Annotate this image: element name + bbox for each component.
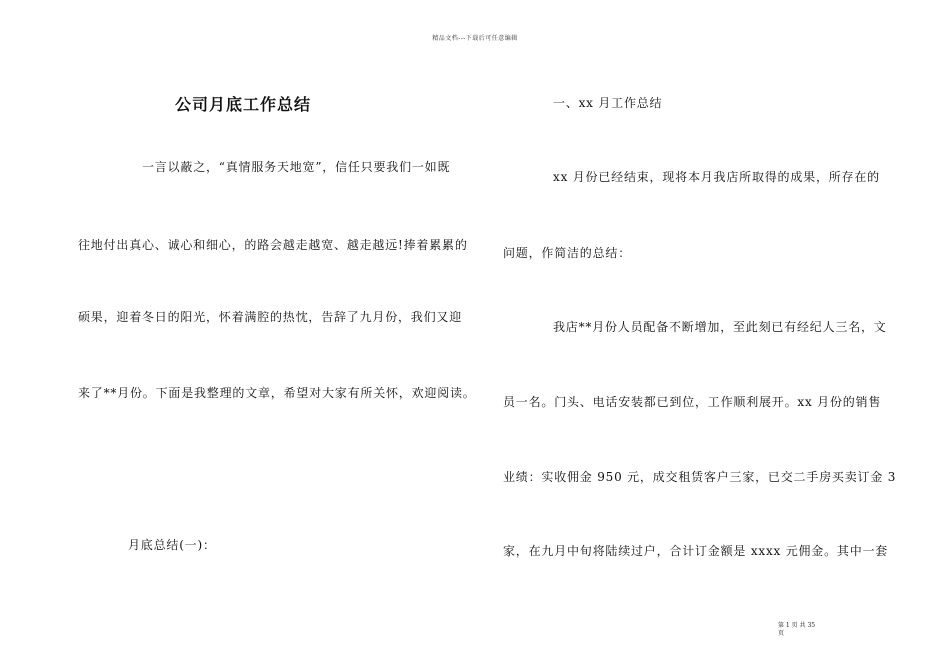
right-paragraph-line: 我店**月份人员配备不断增加，至此刻已有经纪人三名，文 [553,320,887,334]
right-paragraph-line: 业绩：实收佣金 950 元，成交租赁客户三家，已交二手房买卖订金 3 [503,470,897,484]
left-paragraph-line: 硕果，迎着冬日的阳光，怀着满腔的热忱，告辞了九月份，我们又迎 [78,310,463,324]
header-note: 精品文档---下载后可任意编辑 [432,35,518,42]
left-paragraph-line: 一言以蔽之，“真情服务天地宽”，信任只要我们一如既 [142,160,451,174]
right-paragraph-line: 员一名。门头、电话安装都已到位，工作顺利展开。xx 月份的销售 [503,395,882,409]
right-paragraph-line: xx 月份已经结束，现将本月我店所取得的成果，所存在的 [553,170,880,184]
right-paragraph-line: 家，在九月中旬将陆续过户，合计订金额是 xxxx 元佣金。其中一套 [503,544,889,558]
page-number-line2: 页 [778,630,785,637]
left-paragraph-line: 往地付出真心、诚心和细心，的路会越走越宽、越走越远!捧着累累的 [78,238,468,252]
page-number-line1: 第 1 页 共 35 [778,622,816,629]
document-title: 公司月底工作总结 [175,95,312,114]
left-paragraph-line: 来了**月份。下面是我整理的文章，希望对大家有所关怀，欢迎阅读。 [78,386,476,400]
right-heading: 一、xx 月工作总结 [553,96,663,110]
section-heading: 月底总结(一)： [128,538,216,552]
page-number-footer [778,622,838,638]
right-paragraph-line: 问题，作简洁的总结： [503,246,632,260]
